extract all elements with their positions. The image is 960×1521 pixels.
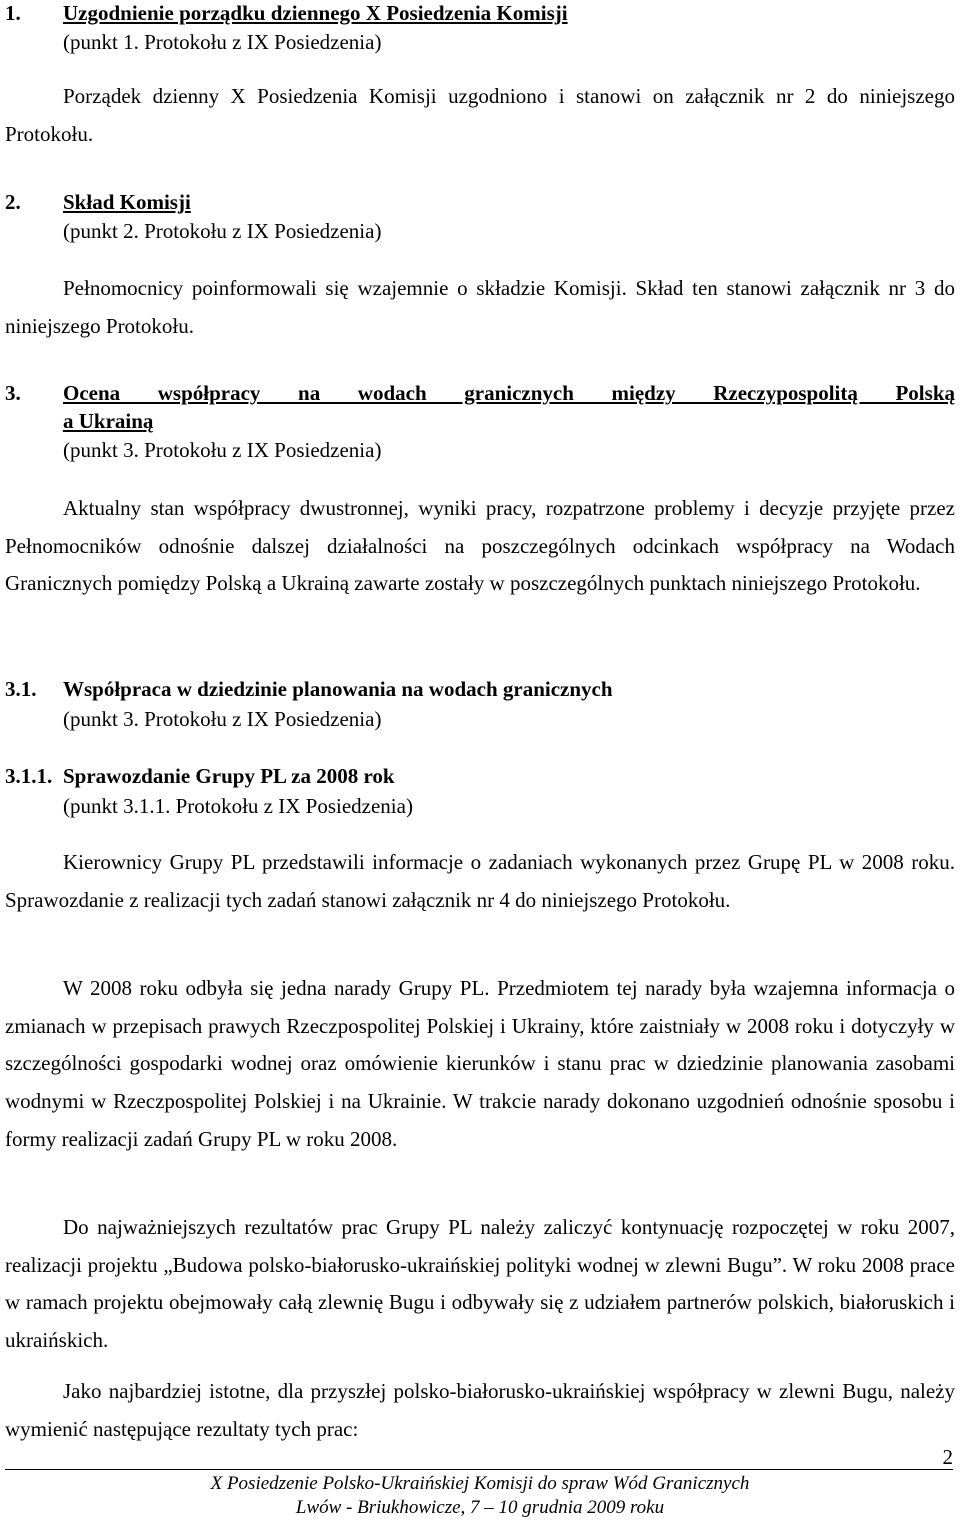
section-1-reference: (punkt 1. Protokołu z IX Posiedzenia) bbox=[63, 30, 382, 54]
footer-line-1: X Posiedzenie Polsko-Ukraińskiej Komisji do spraw Wód Granicznych bbox=[210, 1473, 750, 1494]
section-number: 3. bbox=[5, 381, 21, 405]
section-number: 1. bbox=[5, 1, 21, 25]
section-3-paragraph: Aktualny stan współpracy dwustronnej, wyniki pracy, rozpatrzone problemy i decyzje przyjęte przez Pełnomocników odnośnie dalszej działalności na poszczególnych odcinkach współpracy na Wodach Granicznych pomiędzy Polską a Ukrainą zawarte zostały w poszczególnych punktach niniejszego Protokołu. bbox=[5, 496, 955, 596]
page-number: 2 bbox=[942, 1445, 953, 1469]
section-title-line-2: a Ukrainą bbox=[63, 409, 154, 433]
section-3-1-reference: (punkt 3. Protokołu z IX Posiedzenia) bbox=[63, 707, 382, 731]
section-2-paragraph: Pełnomocnicy poinformowali się wzajemnie o składzie Komisji. Skład ten stanowi załącznik nr 3 do niniejszego Protokołu. bbox=[5, 276, 955, 338]
section-title: Współpraca w dziedzinie planowania na wodach granicznych bbox=[63, 677, 613, 701]
section-number: 3.1.1. bbox=[5, 764, 53, 788]
section-2-reference: (punkt 2. Protokołu z IX Posiedzenia) bbox=[63, 219, 382, 243]
section-3-1-1-paragraph-4: Jako najbardziej istotne, dla przyszłej polsko-białorusko-ukraińskiej współpracy w zlewni Bugu, należy wymienić następujące rezultaty tych prac: bbox=[5, 1379, 955, 1441]
section-3-1-1-paragraph-3: Do najważniejszych rezultatów prac Grupy PL należy zaliczyć kontynuację rozpoczętej w roku 2007, realizacji projektu „Budowa polsko-białorusko-ukraińskiej polityki wodnej w zlewni Bugu”. W roku 2008 prace w ramach projektu obejmowały całą zlewnię Bugu i odbywały się z udziałem partnerów polskich, białoruskich i ukraińskich. bbox=[5, 1215, 955, 1353]
section-3-1-1-paragraph-1: Kierownicy Grupy PL przedstawili informacje o zadaniach wykonanych przez Grupę PL w 2008 roku. Sprawozdanie z realizacji tych zadań stanowi załącznik nr 4 do niniejszego Protokołu. bbox=[5, 850, 955, 912]
section-3-1-1-reference: (punkt 3.1.1. Protokołu z IX Posiedzenia) bbox=[63, 794, 413, 818]
footer-line-2: Lwów - Briukhowicze, 7 – 10 grudnia 2009 roku bbox=[295, 1497, 665, 1518]
section-number: 2. bbox=[5, 190, 21, 214]
section-title: Uzgodnienie porządku dziennego X Posiedzenia Komisji bbox=[63, 1, 568, 25]
section-title: Skład Komisji bbox=[63, 190, 191, 214]
section-title-line-1: Ocena współpracy na wodach granicznych między Rzeczypospolitą Polską bbox=[63, 381, 955, 405]
section-3-1-1-paragraph-2: W 2008 roku odbyła się jedna narady Grupy PL. Przedmiotem tej narady była wzajemna informacja o zmianach w przepisach prawych Rzeczpospolitej Polskiej i Ukrainy, które zaistniały w 2008 roku i dotyczyły w szczególności gospodarki wodnej oraz omówienie kierunków i stanu prac w dziedzinie planowania zasobami wodnymi w Rzeczpospolitej Polskiej i na Ukrainie. W trakcie narady dokonano uzgodnień odnośnie sposobu i formy realizacji zadań Grupy PL w roku 2008. bbox=[5, 976, 955, 1151]
footer-divider bbox=[5, 1469, 953, 1470]
section-3-reference: (punkt 3. Protokołu z IX Posiedzenia) bbox=[63, 438, 382, 462]
section-1-paragraph: Porządek dzienny X Posiedzenia Komisji uzgodniono i stanowi on załącznik nr 2 do niniejszego Protokołu. bbox=[5, 84, 955, 146]
section-title: Sprawozdanie Grupy PL za 2008 rok bbox=[63, 764, 395, 788]
document-page bbox=[5, 0, 955, 1521]
section-number: 3.1. bbox=[5, 677, 37, 701]
